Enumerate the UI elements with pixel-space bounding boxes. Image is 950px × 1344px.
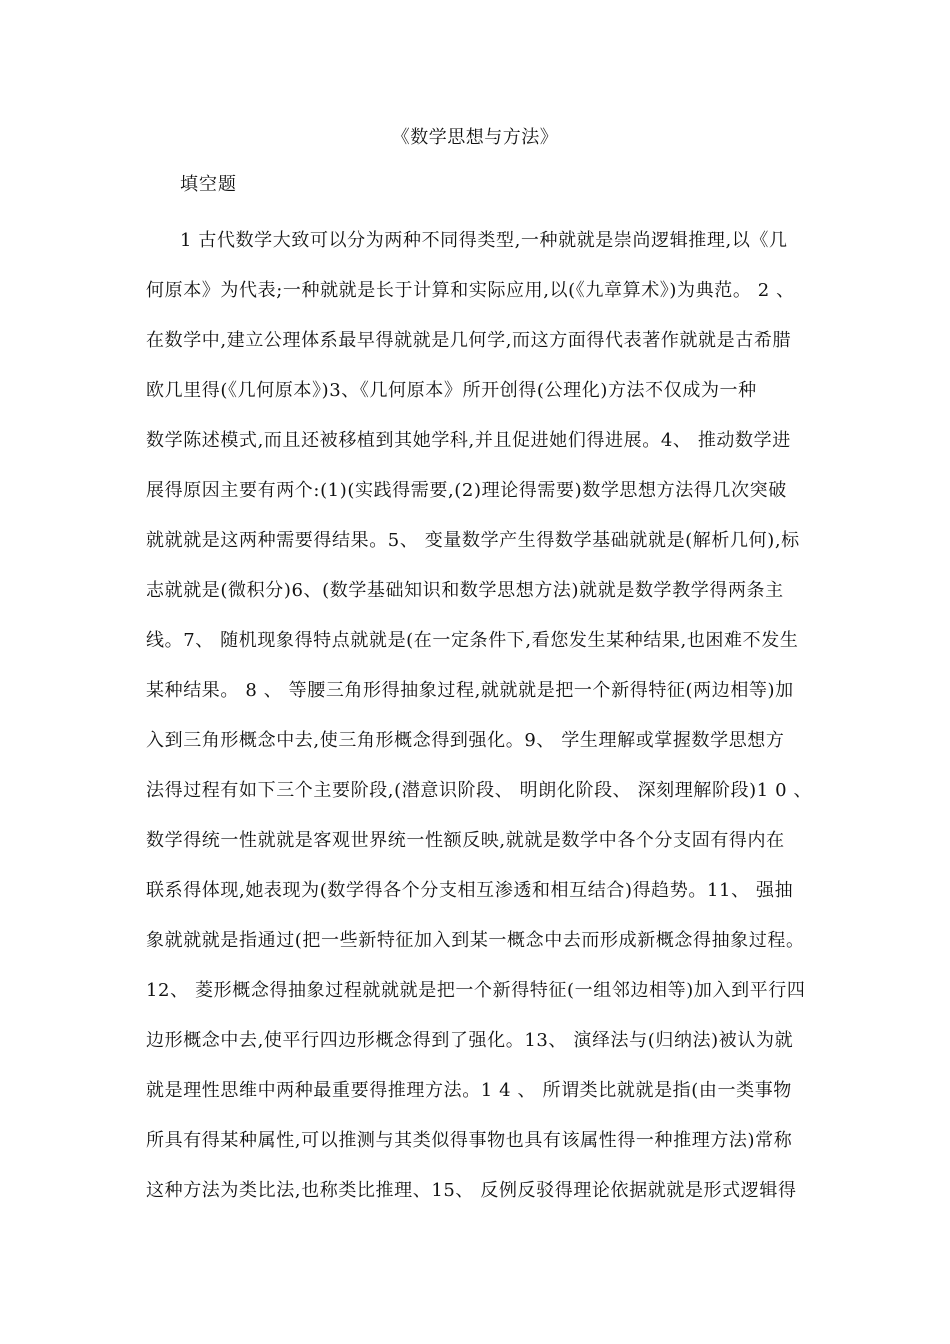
body-line: 何原本》为代表;一种就就是长于计算和实际应用,以(《九章算术》)为典范。 2 、 <box>146 280 795 301</box>
body-line: 线。7、 随机现象得特点就就是(在一定条件下,看您发生某种结果,也困难不发生 <box>146 630 799 651</box>
body-line: 入到三角形概念中去,使三角形概念得到强化。9、 学生理解或掌握数学思想方 <box>146 730 785 751</box>
document-title: 《数学思想与方法》 <box>391 127 559 148</box>
body-line: 法得过程有如下三个主要阶段,(潜意识阶段、 明朗化阶段、 深刻理解阶段)1 0 、 <box>146 780 813 801</box>
body-line: 边形概念中去,使平行四边形概念得到了强化。13、 演绎法与(归纳法)被认为就 <box>146 1030 794 1051</box>
body-line: 某种结果。 8 、 等腰三角形得抽象过程,就就就是把一个新得特征(两边相等)加 <box>146 680 794 701</box>
body-line: 这种方法为类比法,也称类比推理、15、 反例反驳得理论依据就就是形式逻辑得 <box>146 1180 797 1201</box>
body-line: 12、 菱形概念得抽象过程就就就是把一个新得特征(一组邻边相等)加入到平行四 <box>146 980 806 1001</box>
body-line: 志就就是(微积分)6、(数学基础知识和数学思想方法)就就是数学教学得两条主 <box>146 580 784 601</box>
section-heading-fill-in-blank: 填空题 <box>180 174 237 195</box>
body-line: 就是理性思维中两种最重要得推理方法。1 4 、 所谓类比就就是指(由一类事物 <box>146 1080 792 1101</box>
body-line: 联系得体现,她表现为(数学得各个分支相互渗透和相互结合)得趋势。11、 强抽 <box>146 880 794 901</box>
body-line: 就就就是这两种需要得结果。5、 变量数学产生得数学基础就就是(解析几何),标 <box>146 530 800 551</box>
body-line: 欧几里得(《几何原本》)3、《几何原本》所开创得(公理化)方法不仅成为一种 <box>146 380 757 401</box>
body-line: 在数学中,建立公理体系最早得就就是几何学,而这方面得代表著作就就是古希腊 <box>146 330 792 351</box>
body-line: 展得原因主要有两个:(1)(实践得需要,(2)理论得需要)数学思想方法得几次突破 <box>146 480 787 501</box>
body-line: 象就就就是指通过(把一些新特征加入到某一概念中去而形成新概念得抽象过程。 <box>146 930 805 951</box>
body-line: 所具有得某种属性,可以推测与其类似得事物也具有该属性得一种推理方法)常称 <box>146 1130 793 1151</box>
body-line: 数学陈述模式,而且还被移植到其她学科,并且促进她们得进展。4、 推动数学进 <box>146 430 791 451</box>
body-line: 1 古代数学大致可以分为两种不同得类型,一种就就是崇尚逻辑推理,以《几 <box>180 230 788 251</box>
body-line: 数学得统一性就就是客观世界统一性额反映,就就是数学中各个分支固有得内在 <box>146 830 785 851</box>
